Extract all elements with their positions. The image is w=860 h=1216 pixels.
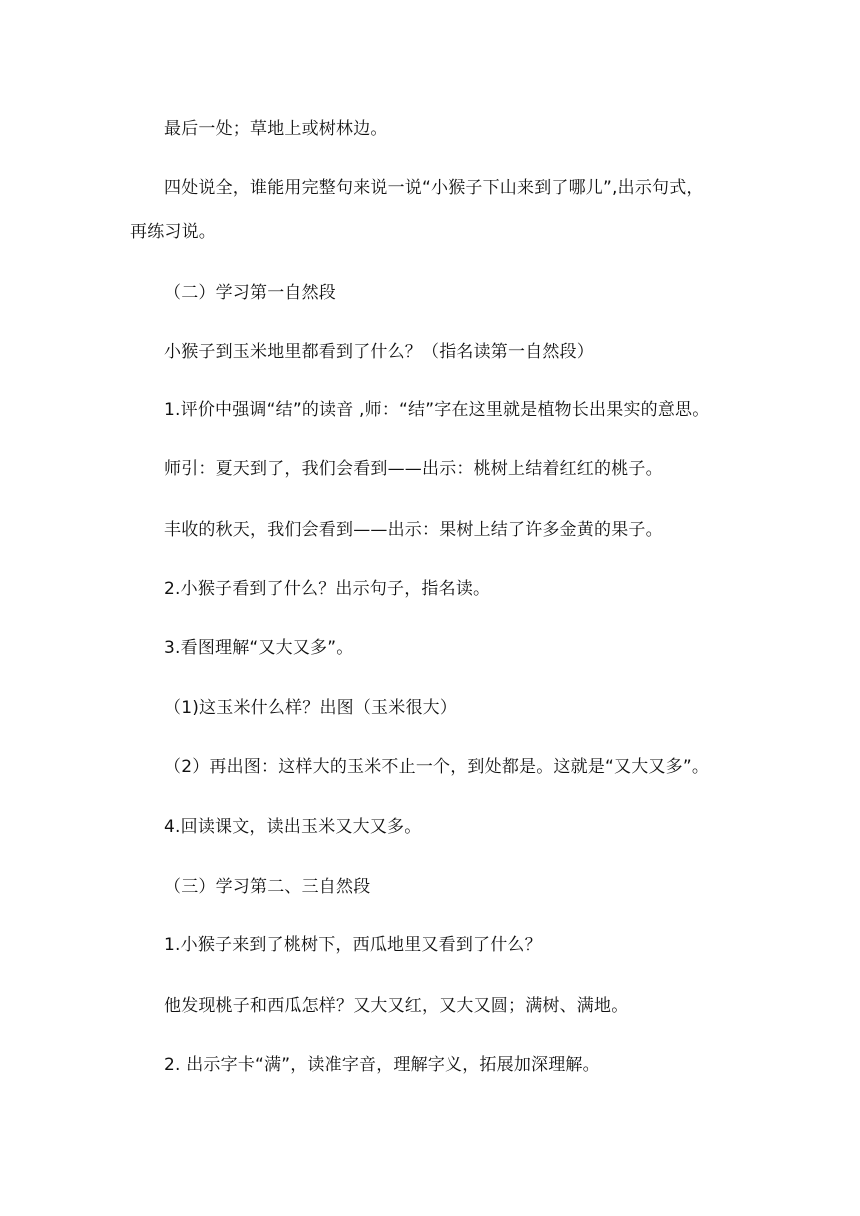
section-heading: （二）学习第一自然段 [164,283,336,303]
text-line: 再练习说。 [130,222,216,242]
text-line: 最后一处；草地上或树林边。 [164,119,388,139]
text-line: 他发现桃子和西瓜怎样？又大又红，又大又圆；满树、满地。 [164,996,629,1016]
text-line: （1)这玉米什么样？出图（玉米很大） [164,698,458,718]
text-line: 2. 出示字卡“满”，读准字音，理解字义，拓展加深理解。 [164,1055,600,1075]
text-line: 师引：夏天到了，我们会看到——出示：桃树上结着红红的桃子。 [164,459,663,479]
text-line: 3.看图理解“又大又多”。 [164,638,354,658]
text-line: 四处说全，谁能用完整句来说一说“小猴子下山来到了哪儿”,出示句式， [164,178,704,198]
text-line: 丰收的秋天，我们会看到——出示：果树上结了许多金黄的果子。 [164,520,663,540]
text-line: （2）再出图：这样大的玉米不止一个，到处都是。这就是“又大又多”。 [164,757,710,777]
text-line: 4.回读课文，读出玉米又大又多。 [164,817,422,837]
text-line: 1.评价中强调“结”的读音 ,师：“结”字在这里就是植物长出果实的意思。 [164,400,710,420]
section-heading: （三）学习第二、三自然段 [164,877,371,897]
text-line: 小猴子到玉米地里都看到了什么？（指名读第一自然段） [164,342,594,362]
text-line: 2.小猴子看到了什么？出示句子，指名读。 [164,579,491,599]
text-line: 1.小猴子来到了桃树下，西瓜地里又看到了什么？ [164,935,542,955]
